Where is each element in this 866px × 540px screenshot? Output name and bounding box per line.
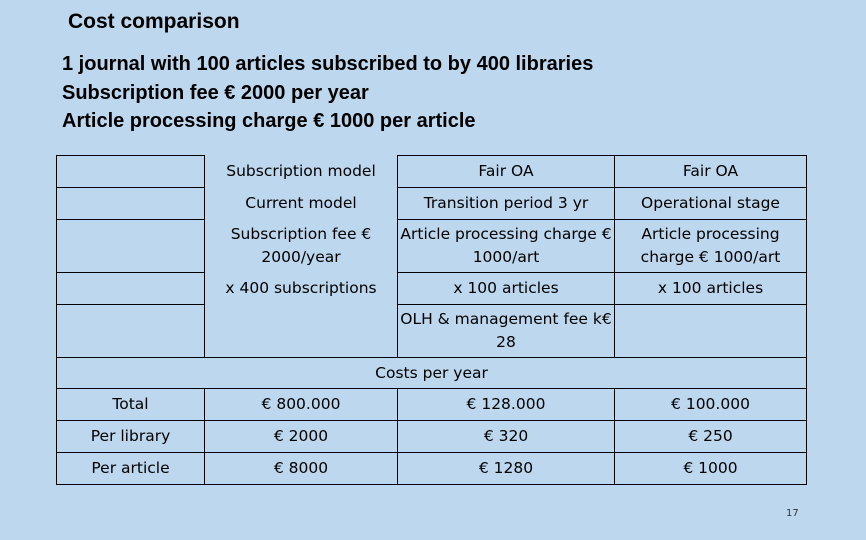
table-row bbox=[57, 389, 807, 421]
section-row bbox=[57, 358, 807, 389]
table-cell: € 8000 bbox=[205, 453, 398, 485]
table-cell bbox=[205, 305, 398, 358]
cost-comparison-table bbox=[56, 155, 807, 485]
table-row bbox=[57, 188, 807, 220]
scenario-line-journal: 1 journal with 100 articles subscribed to by 400 libraries bbox=[62, 53, 594, 75]
table-cell: € 1000 bbox=[615, 453, 807, 485]
row-label: Per library bbox=[57, 421, 205, 453]
header-subscription-model: Subscription model bbox=[226, 162, 376, 180]
table-cell: € 800.000 bbox=[205, 389, 398, 421]
table-cell bbox=[57, 156, 205, 188]
table-cell: Operational stage bbox=[615, 188, 807, 220]
table-row bbox=[57, 421, 807, 453]
table-cell: Current model bbox=[245, 194, 357, 212]
table-cell: x 100 articles bbox=[615, 273, 807, 305]
table-row bbox=[57, 453, 807, 485]
table-cell: Transition period 3 yr bbox=[398, 188, 615, 220]
table-cell: Article processing charge € 1000/art bbox=[615, 220, 807, 273]
header-fair-oa-operational: Fair OA bbox=[615, 156, 807, 188]
table-cell: OLH & management fee k€ 28 bbox=[398, 305, 615, 358]
row-label: Total bbox=[57, 389, 205, 421]
table-cell: x 100 articles bbox=[398, 273, 615, 305]
table-cell: Subscription fee € 2000/year bbox=[230, 225, 372, 266]
table-cell bbox=[57, 273, 205, 305]
table-cell: € 250 bbox=[615, 421, 807, 453]
table-cell: € 128.000 bbox=[398, 389, 615, 421]
table-cell bbox=[57, 188, 205, 220]
table-cell: € 100.000 bbox=[615, 389, 807, 421]
table-cell: x 400 subscriptions bbox=[225, 279, 377, 297]
slide-title: Cost comparison bbox=[68, 10, 240, 33]
table-row bbox=[57, 220, 807, 273]
scenario-description bbox=[62, 50, 593, 136]
table-cell: Article processing charge € 1000/art bbox=[398, 220, 615, 273]
page-number: 17 bbox=[786, 508, 799, 519]
table-row bbox=[57, 305, 807, 358]
scenario-line-subscription-fee: Subscription fee € 2000 per year bbox=[62, 81, 369, 104]
table-row bbox=[57, 273, 807, 305]
table-cell bbox=[57, 220, 205, 273]
table-cell bbox=[57, 305, 205, 358]
table-cell bbox=[615, 305, 807, 358]
table-cell: € 2000 bbox=[205, 421, 398, 453]
table-cell: € 1280 bbox=[398, 453, 615, 485]
table-header-row bbox=[57, 156, 807, 188]
table-cell: € 320 bbox=[398, 421, 615, 453]
row-label: Per article bbox=[57, 453, 205, 485]
header-fair-oa-transition: Fair OA bbox=[398, 156, 615, 188]
scenario-line-apc: Article processing charge € 1000 per article bbox=[62, 110, 476, 132]
section-label: Costs per year bbox=[57, 358, 807, 389]
